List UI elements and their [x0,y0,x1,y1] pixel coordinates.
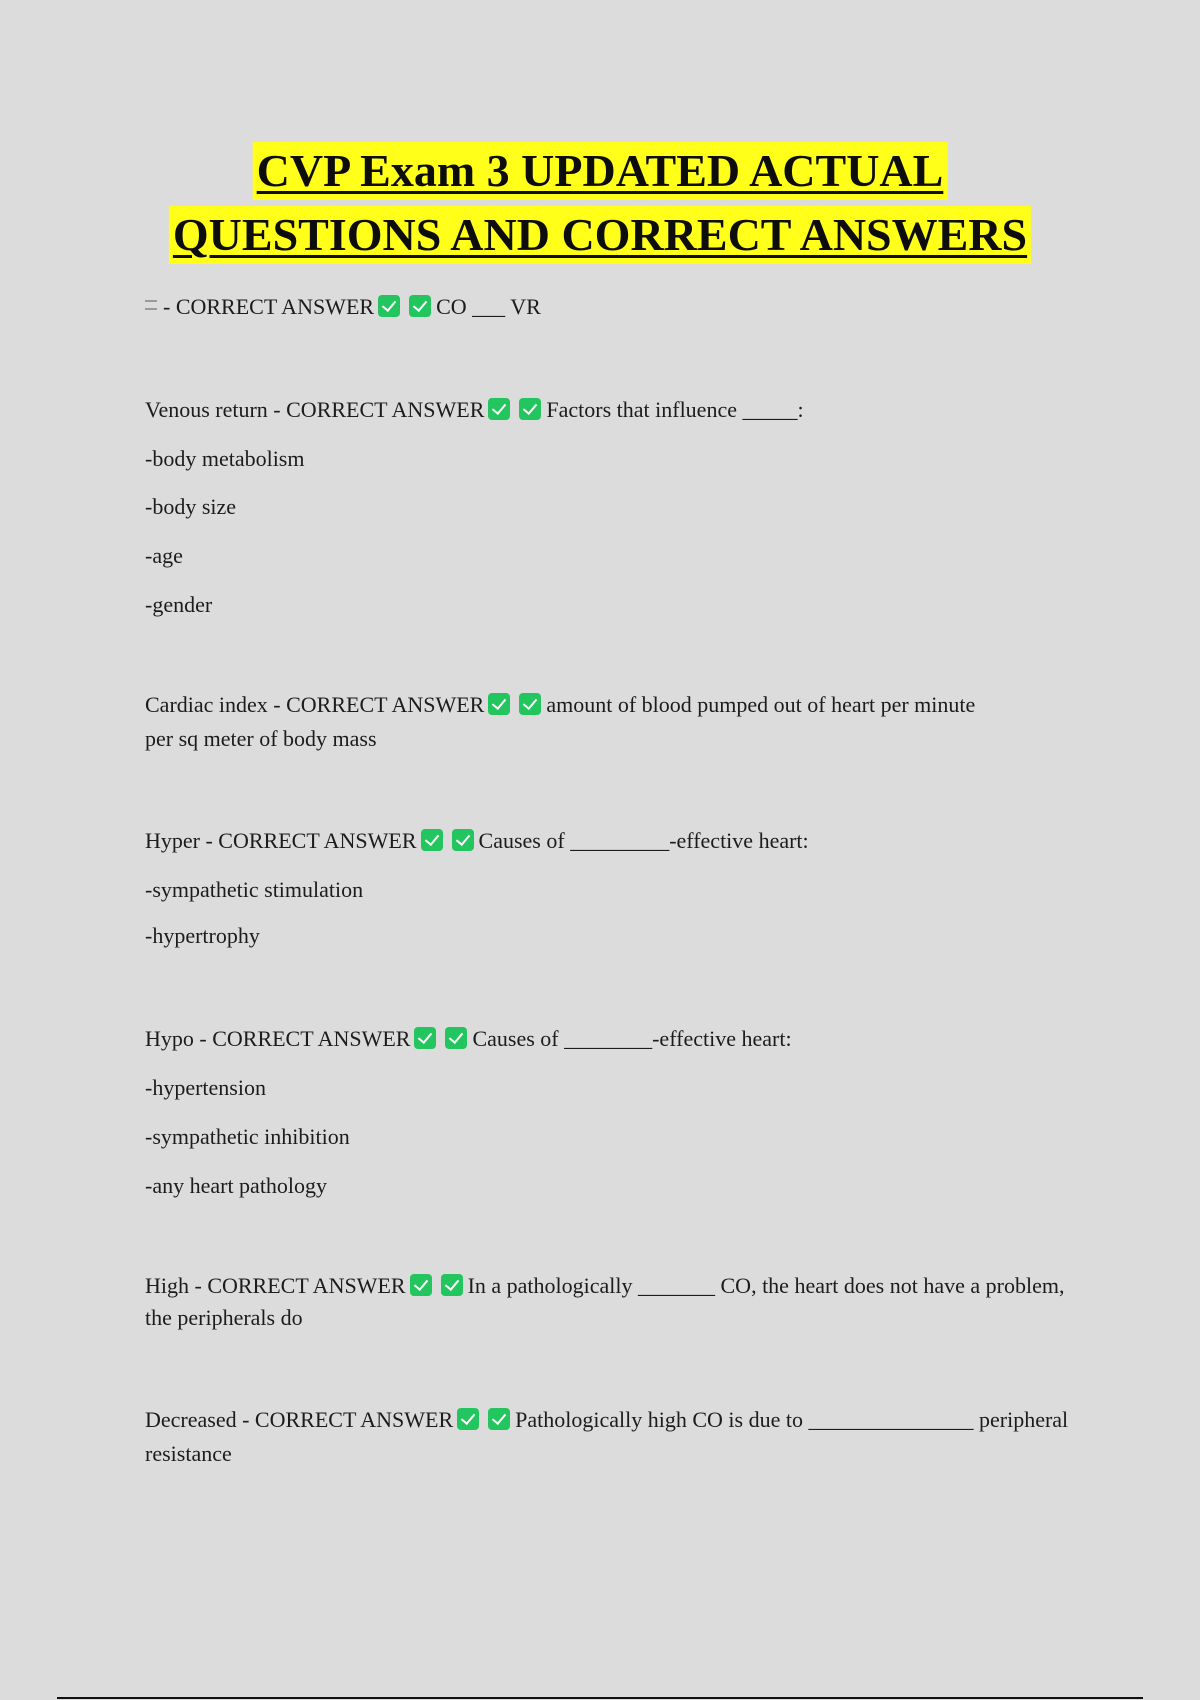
entry-definition: Factors that influence _____: [546,397,804,422]
list-item: -body size [145,494,237,519]
list-item: -hypertension [145,1075,266,1100]
list-item: -body metabolism [145,446,305,471]
check-box-icon [488,693,510,715]
qa-entry [145,1022,1065,1203]
entry-definition: Pathologically high CO is due to _______________ peripheral resistance [145,1407,1069,1466]
qa-entry [145,290,1065,324]
title-line-1: CVP Exam 3 UPDATED ACTUAL [253,142,948,200]
list-item: -age [145,543,183,568]
check-box-icon [452,829,474,851]
check-box-icon [378,295,400,317]
check-box-icon [441,1274,463,1296]
entry-definition: In a pathologically _______ CO, the heart does not have a problem, the peripherals do [145,1273,1065,1330]
entry-definition: Causes of _________-effective heart: [478,828,809,853]
check-box-icon [488,1408,510,1430]
check-box-icon [409,295,431,317]
list-item: -hypertrophy [145,923,260,948]
entry-term: Hypo - CORRECT ANSWER [145,1026,411,1051]
entry-term: Hyper - CORRECT ANSWER [145,828,417,853]
entry-definition: amount of blood pumped out of heart per minute per sq meter of body mass [145,692,976,751]
check-box-icon [519,693,541,715]
check-box-icon [414,1027,436,1049]
entry-definition: Causes of ________-effective heart: [472,1026,792,1051]
equals-mark-icon [145,300,157,310]
list-item: -sympathetic inhibition [145,1124,350,1149]
check-box-icon [410,1274,432,1296]
list-item: -gender [145,592,213,617]
entry-term: Decreased - CORRECT ANSWER [145,1407,454,1432]
title-line-2: QUESTIONS AND CORRECT ANSWERS [169,206,1031,264]
check-box-icon [421,829,443,851]
check-box-icon [445,1027,467,1049]
check-box-icon [457,1408,479,1430]
check-box-icon [488,398,510,420]
entry-term: High - CORRECT ANSWER [145,1273,406,1298]
entry-term: Cardiac index - CORRECT ANSWER [145,692,485,717]
list-item: -sympathetic stimulation [145,877,364,902]
page-bottom-rule [57,1697,1143,1699]
check-box-icon [519,398,541,420]
entry-term: - CORRECT ANSWER [163,294,375,319]
qa-entry [145,824,1065,953]
list-item: -any heart pathology [145,1173,328,1198]
qa-entry [145,393,1065,622]
qa-entry [145,1403,1075,1471]
entry-definition: CO ___ VR [436,294,541,319]
qa-entry [145,688,1005,756]
qa-entry [145,1270,1065,1334]
entry-term: Venous return - CORRECT ANSWER [145,397,485,422]
